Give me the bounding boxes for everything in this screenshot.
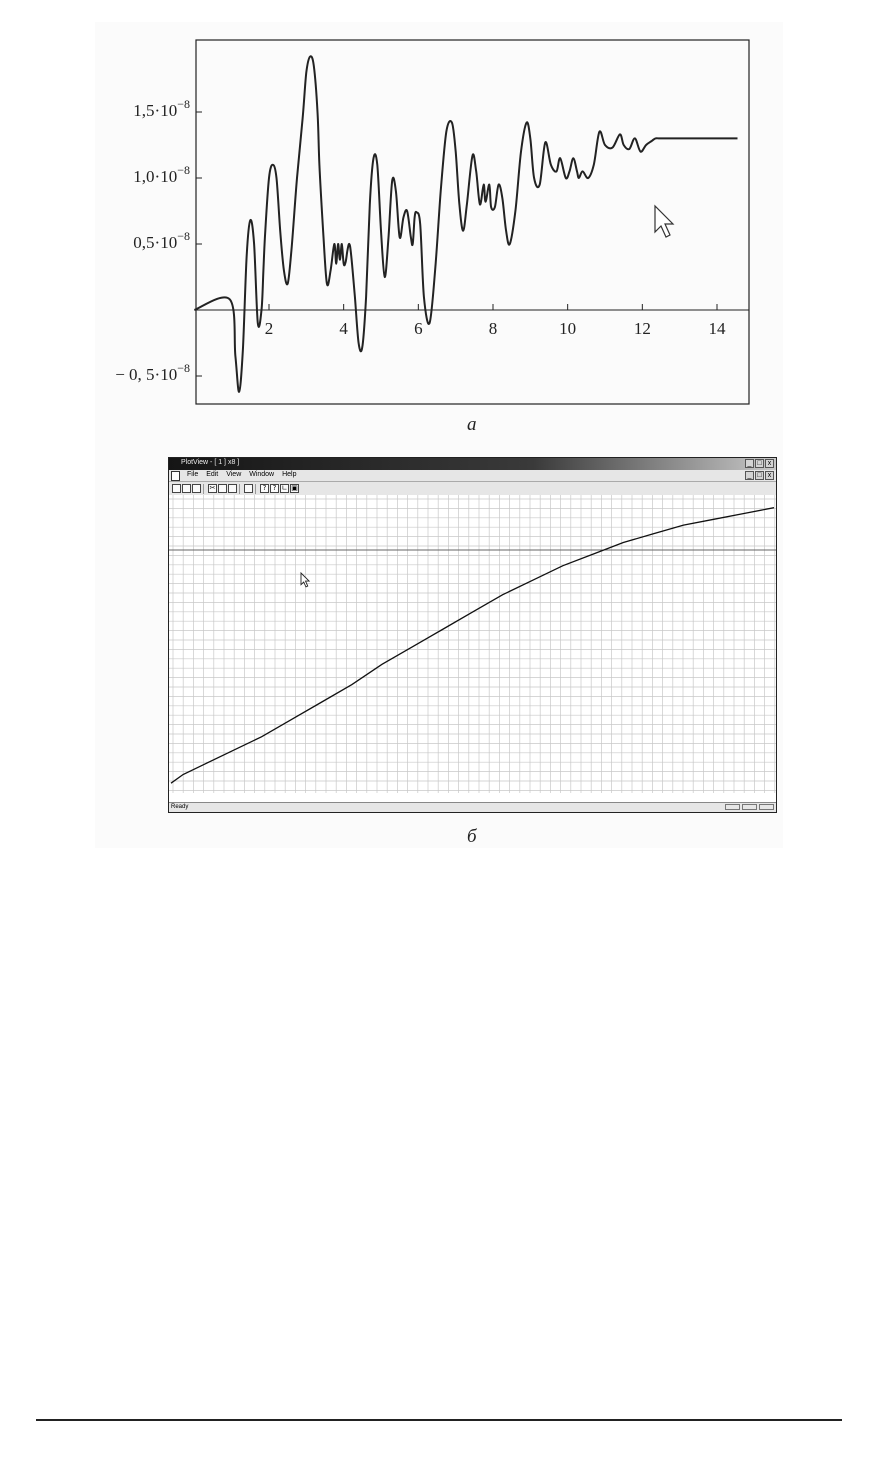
y-tick-label: $1,5\cdot 10^{-8}$ — [133, 97, 190, 120]
x-tick-label: 2 — [264, 319, 274, 338]
x-tick-label: 10 — [559, 319, 577, 338]
caption-b: б — [467, 826, 477, 847]
menu-view[interactable]: View — [226, 471, 242, 478]
toolbar-separator — [239, 484, 242, 494]
menu-edit[interactable]: Edit — [206, 471, 219, 478]
caption-a: а — [467, 414, 477, 435]
menu-file[interactable]: File — [186, 471, 199, 478]
context-help-icon[interactable]: ? — [270, 484, 279, 493]
toolbar — [169, 482, 776, 496]
x-tick-label: 8 — [488, 319, 498, 338]
cut-icon[interactable]: ✂ — [209, 484, 216, 492]
x-tick-label: 6 — [414, 319, 423, 338]
y-tick-label: $0,5\cdot 10^{-8}$ — [133, 229, 190, 252]
status-bar — [169, 802, 776, 812]
open-folder-icon[interactable] — [182, 484, 191, 493]
maximize-button[interactable]: □ — [755, 459, 764, 468]
x-tick-label: 14 — [708, 319, 726, 338]
close-button[interactable]: x — [765, 459, 774, 468]
plotview-window[interactable] — [168, 457, 777, 813]
help-icon[interactable]: ? — [260, 484, 269, 493]
status-pane — [742, 804, 757, 810]
doc-minimize-button[interactable]: _ — [745, 471, 754, 480]
minimize-button[interactable]: _ — [745, 459, 754, 468]
status-text: Ready — [171, 804, 189, 810]
document-icon[interactable] — [171, 471, 180, 481]
chart-icon[interactable]: ∟ — [281, 484, 288, 492]
x-tick-label: 4 — [339, 319, 348, 338]
doc-maximize-button[interactable]: □ — [755, 471, 764, 480]
print-icon[interactable] — [244, 484, 253, 493]
y-tick-label: − 0, $5\cdot 10^{-8}$ — [115, 361, 190, 384]
plot-area — [169, 495, 776, 793]
new-file-icon[interactable] — [172, 484, 181, 493]
chart-a — [95, 22, 783, 422]
paste-icon[interactable] — [228, 484, 237, 493]
x-tick-label: 12 — [633, 319, 651, 338]
doc-close-button[interactable]: x — [765, 471, 774, 480]
status-pane — [725, 804, 740, 810]
window-icon[interactable]: ▣ — [291, 484, 298, 492]
title-bar[interactable] — [169, 458, 776, 470]
window-title: PlotView - [ 1 ] x8 ] — [181, 459, 240, 466]
mouse-cursor-icon — [655, 206, 673, 237]
save-icon[interactable] — [192, 484, 201, 493]
menu-window[interactable]: Window — [249, 471, 275, 478]
chart-b[interactable] — [169, 495, 776, 803]
status-pane — [759, 804, 774, 810]
footer-rule — [36, 1419, 842, 1421]
y-tick-label: $1,0\cdot 10^{-8}$ — [133, 163, 190, 186]
menu-bar — [169, 470, 776, 482]
menu-help[interactable]: Help — [282, 471, 297, 478]
toolbar-separator — [255, 484, 258, 494]
copy-icon[interactable] — [218, 484, 227, 493]
toolbar-separator — [203, 484, 206, 494]
